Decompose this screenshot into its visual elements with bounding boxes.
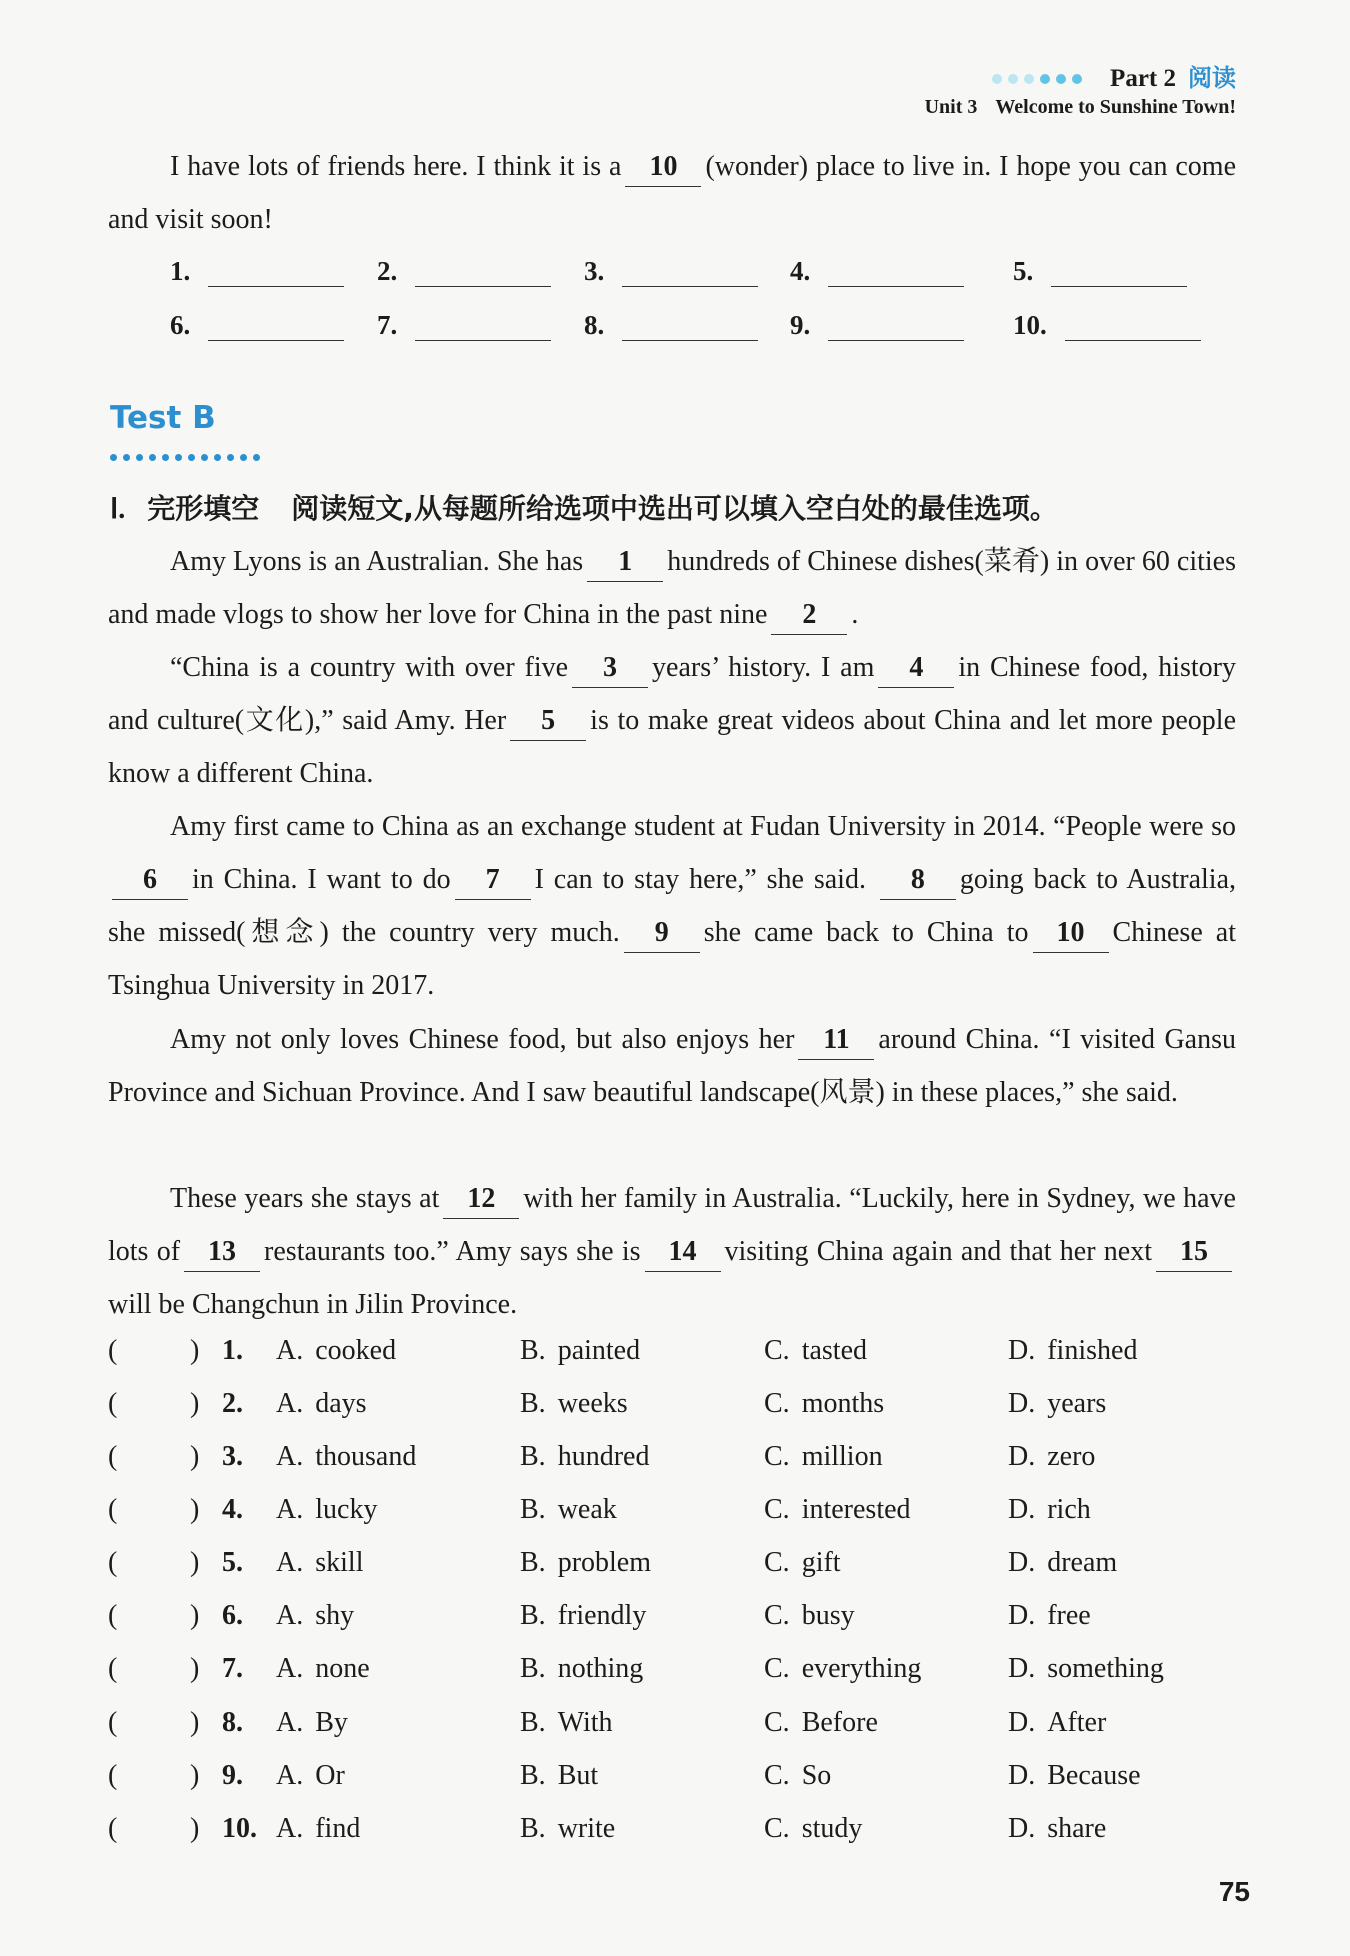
- option-text: So: [801, 1760, 832, 1791]
- answer-cell[interactable]: [377, 256, 551, 287]
- option-letter: D.: [1008, 1335, 1036, 1366]
- blank-14: 14: [645, 1233, 721, 1272]
- blank-4: 4: [878, 649, 954, 688]
- option-letter: B.: [520, 1547, 546, 1578]
- section-instruction: 阅读短文,从每题所给选项中选出可以填入空白处的最佳选项。: [291, 492, 1058, 525]
- answer-paren-open[interactable]: (: [108, 1707, 118, 1738]
- text: “China is a country with over five: [170, 652, 569, 683]
- option-letter: C.: [764, 1600, 790, 1631]
- test-b-title: Test B: [110, 400, 216, 436]
- option-text: busy: [801, 1600, 855, 1631]
- passage-paragraph-5: [108, 1172, 1236, 1331]
- option-letter: C.: [764, 1707, 790, 1738]
- option-letter: C.: [764, 1388, 790, 1419]
- option-text: painted: [557, 1335, 641, 1366]
- header-unit: [925, 96, 1236, 119]
- section-title: 完形填空: [147, 492, 260, 525]
- option-text: shy: [315, 1600, 355, 1631]
- text: around China. “I visited Gansu Province and Sichuan Province. And I saw beautiful landscape(风景) in these places,” she said.: [108, 1024, 1237, 1108]
- option-d[interactable]: [1008, 1441, 1095, 1473]
- text: These years she stays at: [170, 1183, 440, 1214]
- answer-paren-open[interactable]: (: [108, 1441, 118, 1472]
- option-letter: B.: [520, 1653, 546, 1684]
- option-a[interactable]: [276, 1600, 354, 1632]
- option-text: problem: [557, 1547, 651, 1578]
- answer-paren-close: ): [190, 1813, 200, 1844]
- answer-line[interactable]: [1065, 314, 1201, 341]
- option-letter: A.: [276, 1441, 304, 1472]
- answer-paren-open[interactable]: (: [108, 1760, 118, 1791]
- option-b[interactable]: [520, 1335, 640, 1367]
- option-letter: A.: [276, 1600, 304, 1631]
- option-c[interactable]: [764, 1707, 878, 1739]
- option-letter: C.: [764, 1494, 790, 1525]
- answer-cell[interactable]: [170, 256, 344, 287]
- option-c[interactable]: [764, 1653, 921, 1685]
- option-c[interactable]: [764, 1547, 841, 1579]
- blank-7: 7: [455, 861, 531, 900]
- text: years’ history. I am: [652, 652, 875, 683]
- option-text: gift: [801, 1547, 841, 1578]
- option-letter: D.: [1008, 1494, 1036, 1525]
- answer-paren-open[interactable]: (: [108, 1547, 118, 1578]
- answer-paren-close: ): [190, 1707, 200, 1738]
- option-letter: A.: [276, 1813, 304, 1844]
- option-text: free: [1047, 1600, 1091, 1631]
- answer-line[interactable]: [208, 314, 344, 341]
- option-text: friendly: [557, 1600, 647, 1631]
- option-d[interactable]: [1008, 1388, 1106, 1420]
- header-unit-label: Unit 3: [924, 96, 978, 118]
- text: visiting China again and that her next: [724, 1236, 1153, 1267]
- passage-paragraph-3: [108, 800, 1236, 1012]
- answer-label: 2.: [377, 256, 398, 286]
- option-b[interactable]: [520, 1653, 643, 1685]
- question-number: 7.: [222, 1653, 243, 1684]
- blank-2: 2: [771, 596, 847, 635]
- answer-paren-close: ): [190, 1600, 200, 1631]
- option-letter: A.: [276, 1653, 304, 1684]
- option-text: years: [1047, 1388, 1107, 1419]
- answer-label: 7.: [377, 310, 398, 340]
- option-text: weeks: [557, 1388, 628, 1419]
- option-letter: D.: [1008, 1388, 1036, 1419]
- passage-paragraph-1: [108, 535, 1236, 641]
- option-letter: B.: [520, 1441, 546, 1472]
- text: Chinese at Tsinghua University in 2017.: [108, 917, 1236, 1001]
- answer-paren-open[interactable]: (: [108, 1335, 118, 1366]
- answer-paren-close: ): [190, 1760, 200, 1791]
- option-c[interactable]: [764, 1388, 884, 1420]
- header-part: [1110, 58, 1236, 93]
- question-number: 5.: [222, 1547, 243, 1578]
- option-b[interactable]: [520, 1388, 628, 1420]
- option-d[interactable]: [1008, 1494, 1091, 1526]
- option-a[interactable]: [276, 1441, 416, 1473]
- option-a[interactable]: [276, 1335, 396, 1367]
- answer-cell[interactable]: [584, 256, 758, 287]
- question-number: 2.: [222, 1388, 243, 1419]
- blank-6: 6: [112, 861, 188, 900]
- question-number: 9.: [222, 1760, 243, 1791]
- answer-line[interactable]: [415, 260, 551, 287]
- option-letter: B.: [520, 1707, 546, 1738]
- option-letter: A.: [276, 1494, 304, 1525]
- text: going back to Australia, she missed(想念) the country very much.: [108, 864, 1236, 948]
- blank-15: 15: [1156, 1233, 1232, 1272]
- option-b[interactable]: [520, 1441, 649, 1473]
- option-a[interactable]: [276, 1547, 363, 1579]
- text: will be Changchun in Jilin Province.: [108, 1289, 518, 1320]
- answer-paren-close: ): [190, 1494, 200, 1525]
- option-d[interactable]: [1008, 1813, 1106, 1845]
- option-letter: D.: [1008, 1441, 1036, 1472]
- answer-paren-close: ): [190, 1653, 200, 1684]
- option-text: With: [557, 1707, 613, 1738]
- header-unit-title: Welcome to Sunshine Town!: [995, 96, 1236, 118]
- option-letter: D.: [1008, 1653, 1036, 1684]
- option-text: find: [315, 1813, 361, 1844]
- option-b[interactable]: [520, 1547, 651, 1579]
- blank-10: 10: [625, 148, 701, 187]
- option-d[interactable]: [1008, 1335, 1137, 1367]
- option-text: Or: [315, 1760, 345, 1791]
- option-text: tasted: [801, 1335, 867, 1366]
- text: Amy first came to China as an exchange student at Fudan University in 2014. “People were so: [170, 811, 1236, 842]
- option-a[interactable]: [276, 1813, 360, 1845]
- option-text: But: [557, 1760, 599, 1791]
- answer-paren-open[interactable]: (: [108, 1494, 118, 1525]
- top-paragraph: [108, 140, 1236, 246]
- option-d[interactable]: [1008, 1760, 1141, 1792]
- option-letter: C.: [764, 1653, 790, 1684]
- option-letter: D.: [1008, 1600, 1036, 1631]
- text: with her family in Australia. “Luckily, here in Sydney, we have lots of: [108, 1183, 1236, 1267]
- option-c[interactable]: [764, 1760, 831, 1792]
- answer-line[interactable]: [622, 260, 758, 287]
- option-letter: D.: [1008, 1760, 1036, 1791]
- blank-10b: 10: [1033, 914, 1109, 953]
- header-part-label: Part 2: [1110, 65, 1176, 92]
- option-a[interactable]: [276, 1707, 348, 1739]
- text: Amy not only loves Chinese food, but also enjoys her: [170, 1024, 795, 1055]
- option-text: share: [1047, 1813, 1107, 1844]
- option-letter: D.: [1008, 1707, 1036, 1738]
- text: Amy Lyons is an Australian. She has: [170, 546, 584, 577]
- option-a[interactable]: [276, 1653, 370, 1685]
- answer-line[interactable]: [828, 314, 964, 341]
- option-c[interactable]: [764, 1600, 855, 1632]
- option-letter: A.: [276, 1547, 304, 1578]
- text: I can to stay here,” she said.: [534, 864, 866, 895]
- answer-paren-close: ): [190, 1547, 200, 1578]
- option-a[interactable]: [276, 1494, 377, 1526]
- option-text: thousand: [315, 1441, 417, 1472]
- option-letter: B.: [520, 1813, 546, 1844]
- answer-paren-open[interactable]: (: [108, 1653, 118, 1684]
- option-b[interactable]: [520, 1760, 598, 1792]
- option-text: lucky: [315, 1494, 378, 1525]
- test-b-underline-dots: [110, 448, 266, 466]
- text: (wonder) place to live in. I hope you can come and visit soon!: [108, 151, 1236, 235]
- option-d[interactable]: [1008, 1707, 1106, 1739]
- answer-paren-close: ): [190, 1441, 200, 1472]
- option-b[interactable]: [520, 1494, 617, 1526]
- option-text: days: [315, 1388, 367, 1419]
- option-letter: C.: [764, 1813, 790, 1844]
- option-letter: C.: [764, 1547, 790, 1578]
- option-letter: B.: [520, 1494, 546, 1525]
- option-letter: B.: [520, 1388, 546, 1419]
- option-c[interactable]: [764, 1494, 911, 1526]
- blank-12: 12: [443, 1180, 519, 1219]
- option-c[interactable]: [764, 1335, 867, 1367]
- header-part-zh: 阅读: [1188, 64, 1236, 92]
- answer-cell[interactable]: [1013, 310, 1201, 341]
- option-text: Before: [801, 1707, 878, 1738]
- passage-paragraph-2: [108, 641, 1236, 800]
- blank-9: 9: [624, 914, 700, 953]
- answer-cell[interactable]: [377, 310, 551, 341]
- option-b[interactable]: [520, 1813, 615, 1845]
- text: .: [851, 599, 859, 630]
- option-letter: A.: [276, 1760, 304, 1791]
- text: is to make great videos about China and let more people know a different China.: [108, 705, 1236, 789]
- option-text: cooked: [315, 1335, 397, 1366]
- blank-1: 1: [587, 543, 663, 582]
- option-b[interactable]: [520, 1707, 613, 1739]
- answer-label: 8.: [584, 310, 605, 340]
- blank-13: 13: [184, 1233, 260, 1272]
- option-letter: B.: [520, 1600, 546, 1631]
- answer-label: 1.: [170, 256, 191, 286]
- option-a[interactable]: [276, 1388, 367, 1420]
- option-d[interactable]: [1008, 1653, 1164, 1685]
- answer-line[interactable]: [415, 314, 551, 341]
- option-text: weak: [557, 1494, 617, 1525]
- answer-label: 5.: [1013, 256, 1034, 286]
- option-text: study: [801, 1813, 863, 1844]
- question-number: 8.: [222, 1707, 243, 1738]
- answer-line[interactable]: [1051, 260, 1187, 287]
- option-text: By: [315, 1707, 348, 1738]
- text: hundreds of Chinese dishes(菜肴) in over 60 cities and made vlogs to show her love for China in the past nine: [108, 546, 1236, 630]
- answer-cell[interactable]: [170, 310, 344, 341]
- option-d[interactable]: [1008, 1547, 1117, 1579]
- option-a[interactable]: [276, 1760, 345, 1792]
- option-text: skill: [315, 1547, 364, 1578]
- question-number: 10.: [222, 1813, 257, 1844]
- answer-line[interactable]: [208, 260, 344, 287]
- option-d[interactable]: [1008, 1600, 1091, 1632]
- text: in China. I want to do: [192, 864, 451, 895]
- answer-paren-open[interactable]: (: [108, 1388, 118, 1419]
- section-heading: [110, 487, 1058, 527]
- text: restaurants too.” Amy says she is: [264, 1236, 641, 1267]
- text: in Chinese food, history and culture(文化),” said Amy. Her: [108, 652, 1236, 736]
- option-letter: B.: [520, 1760, 546, 1791]
- option-text: finished: [1047, 1335, 1138, 1366]
- answer-cell[interactable]: [790, 310, 964, 341]
- blank-11: 11: [798, 1021, 874, 1060]
- answer-label: 4.: [790, 256, 811, 286]
- answer-cell[interactable]: [790, 256, 964, 287]
- option-text: hundred: [557, 1441, 650, 1472]
- option-letter: A.: [276, 1388, 304, 1419]
- section-roman: Ⅰ.: [110, 494, 126, 525]
- answer-paren-close: ): [190, 1388, 200, 1419]
- option-letter: A.: [276, 1707, 304, 1738]
- option-letter: C.: [764, 1441, 790, 1472]
- answer-cell[interactable]: [1013, 256, 1187, 287]
- blank-8: 8: [880, 861, 956, 900]
- passage-paragraph-4: [108, 1013, 1236, 1119]
- answer-line[interactable]: [622, 314, 758, 341]
- option-letter: A.: [276, 1335, 304, 1366]
- answer-label: 6.: [170, 310, 191, 340]
- option-letter: C.: [764, 1760, 790, 1791]
- answer-paren-open[interactable]: (: [108, 1600, 118, 1631]
- option-letter: B.: [520, 1335, 546, 1366]
- text: I have lots of friends here. I think it is a: [170, 151, 622, 182]
- option-letter: D.: [1008, 1547, 1036, 1578]
- option-b[interactable]: [520, 1600, 646, 1632]
- answer-paren-close: ): [190, 1335, 200, 1366]
- option-text: something: [1047, 1653, 1164, 1684]
- option-c[interactable]: [764, 1441, 883, 1473]
- option-text: none: [315, 1653, 370, 1684]
- option-text: million: [801, 1441, 883, 1472]
- question-number: 4.: [222, 1494, 243, 1525]
- question-number: 6.: [222, 1600, 243, 1631]
- option-text: rich: [1047, 1494, 1091, 1525]
- question-number: 1.: [222, 1335, 243, 1366]
- option-text: everything: [801, 1653, 922, 1684]
- answer-paren-open[interactable]: (: [108, 1813, 118, 1844]
- page-number: 75: [1218, 1876, 1250, 1907]
- answer-label: 9.: [790, 310, 811, 340]
- blank-5: 5: [510, 702, 586, 741]
- question-number: 3.: [222, 1441, 243, 1472]
- blank-3: 3: [572, 649, 648, 688]
- answer-label: 3.: [584, 256, 605, 286]
- text: she came back to China to: [703, 917, 1029, 948]
- option-c[interactable]: [764, 1813, 862, 1845]
- option-text: months: [801, 1388, 885, 1419]
- option-text: Because: [1047, 1760, 1141, 1791]
- option-letter: C.: [764, 1335, 790, 1366]
- option-text: dream: [1047, 1547, 1118, 1578]
- header-dots: [992, 70, 1088, 86]
- option-text: zero: [1047, 1441, 1096, 1472]
- option-text: interested: [801, 1494, 911, 1525]
- option-letter: D.: [1008, 1813, 1036, 1844]
- option-text: After: [1047, 1707, 1107, 1738]
- answer-cell[interactable]: [584, 310, 758, 341]
- answer-line[interactable]: [828, 260, 964, 287]
- option-text: nothing: [557, 1653, 644, 1684]
- option-text: write: [557, 1813, 616, 1844]
- answer-label: 10.: [1013, 310, 1047, 340]
